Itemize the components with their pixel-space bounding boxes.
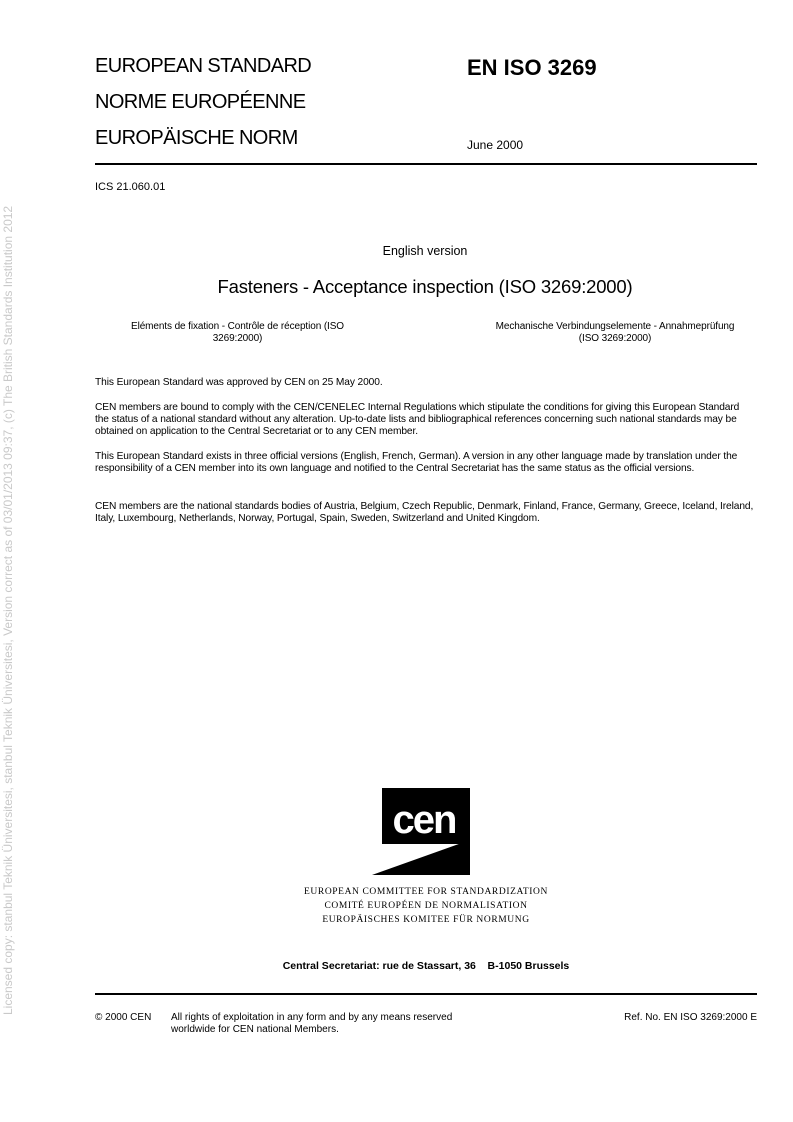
title-european-standard: EUROPEAN STANDARD [95, 55, 312, 77]
german-title-line: Mechanische Verbindungselemente - Annahmeprüfung [495, 321, 735, 332]
license-watermark: Licensed copy: stanbul Teknik Üniversitesi, stanbul Teknik Üniversitesi, Version correct as of 03/01/2013 09:37, (c) The British Standards Institution 2012 [1, 205, 15, 1015]
rights-notice [171, 1012, 452, 1036]
standard-number: EN ISO 3269 [467, 55, 597, 80]
title-norme-europeenne: NORME EUROPÉENNE [95, 91, 306, 113]
committee-name-english: EUROPEAN COMMITTEE FOR STANDARDIZATION [304, 887, 548, 897]
committee-name-german: EUROPÄISCHES KOMITEE FÜR NORMUNG [322, 915, 530, 925]
regulations-paragraph: CEN members are bound to comply with the CEN/CENELEC Internal Regulations which stipulate the conditions for giving this European Standard the status of a national standard without any alteration. Up-to-date lists and bibliographical references concerning such national standards may be obtained on application to the Central Secretariat or to any CEN member. [95, 402, 740, 437]
central-secretariat: Central Secretariat: rue de Stassart, 36 B-1050 Brussels [282, 960, 570, 972]
publication-date: June 2000 [467, 138, 524, 152]
rights-line: worldwide for CEN national Members. [171, 1024, 339, 1035]
french-title-line: Eléments de fixation - Contrôle de réception (ISO [131, 321, 344, 332]
french-title-line: 3269:2000) [212, 333, 263, 344]
approval-paragraph: This European Standard was approved by CEN on 25 May 2000. [95, 377, 383, 388]
rights-line: All rights of exploitation in any form and by any means reserved [171, 1012, 453, 1023]
version-label: English version [382, 244, 468, 258]
french-title [110, 321, 365, 345]
reference-number: Ref. No. EN ISO 3269:2000 E [624, 1012, 757, 1023]
members-paragraph: CEN members are the national standards bodies of Austria, Belgium, Czech Republic, Denmark, Finland, France, Germany, Greece, Iceland, Ireland, Italy, Luxembourg, Netherlands, Norway, Portugal, Spain, Sweden, Switzerland and United Kingdom. [95, 501, 754, 524]
cen-logo-text: cen [392, 798, 456, 842]
title-europaische-norm: EUROPÄISCHE NORM [95, 127, 298, 149]
header-divider [95, 163, 757, 165]
german-title-line: (ISO 3269:2000) [578, 333, 652, 344]
committee-names [226, 885, 626, 927]
versions-paragraph: This European Standard exists in three official versions (English, French, German). A version in any other language made by translation under the responsibility of a CEN member into its own language and notified to the Central Secretariat has the same status as the official versions. [95, 451, 738, 474]
main-title: Fasteners - Acceptance inspection (ISO 3269:2000) [217, 276, 633, 297]
footer-divider [95, 993, 757, 995]
cen-logo [372, 788, 472, 875]
ics-code: ICS 21.060.01 [95, 181, 166, 193]
german-title [475, 321, 755, 345]
committee-name-french: COMITÉ EUROPÉEN DE NORMALISATION [324, 901, 528, 911]
copyright: © 2000 CEN [95, 1012, 152, 1023]
